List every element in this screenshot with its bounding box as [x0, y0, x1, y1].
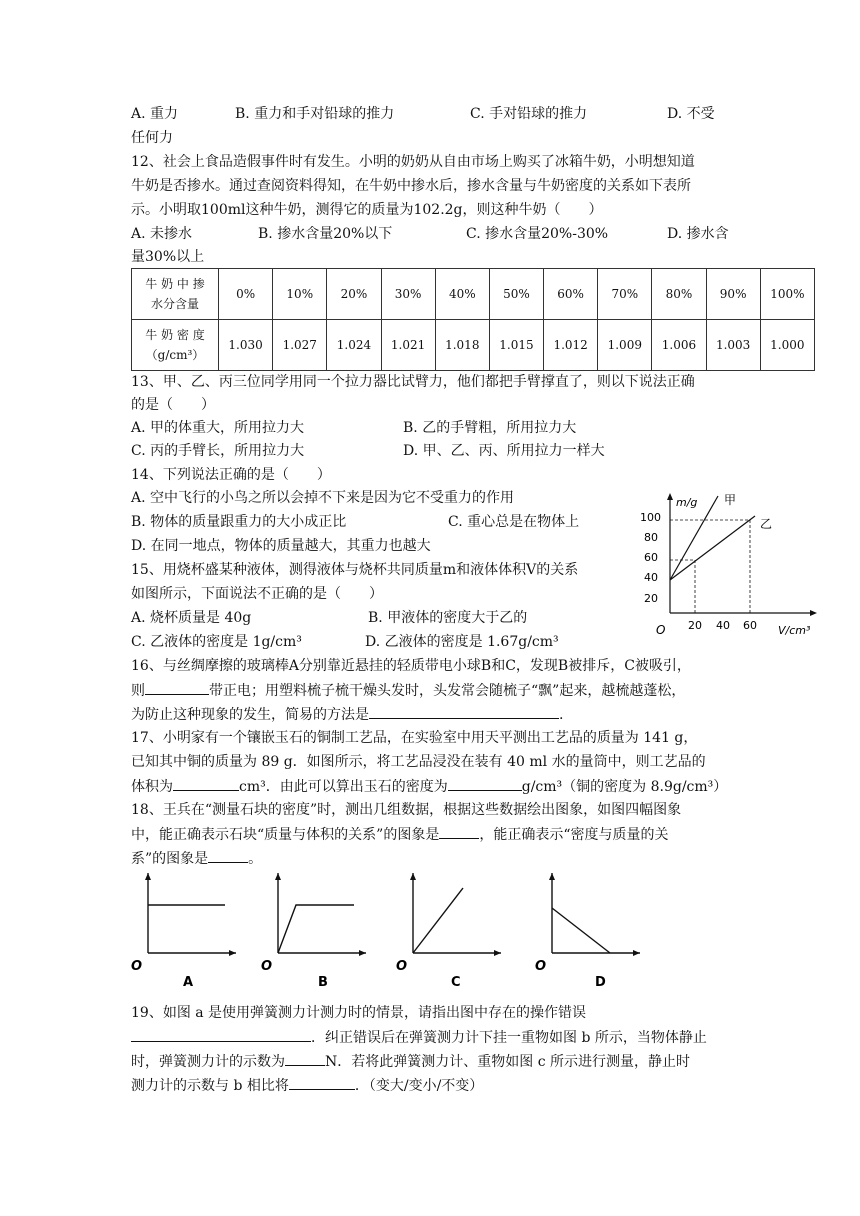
q17-line3-post: g/cm³（铜的密度为 8.9g/cm³） — [521, 779, 728, 795]
q17-line2: 已知其中铜的质量为 89 g．如图所示，将工艺品浸没在装有 40 ml 水的量筒中，则工艺品的 — [131, 754, 706, 770]
q18-blank-1[interactable] — [439, 824, 479, 839]
table-cell: 0% — [219, 269, 273, 320]
table-cell: 1.018 — [435, 320, 489, 371]
x-tick-label: 20 — [688, 619, 702, 632]
graph-d-label: D — [595, 975, 606, 990]
y-tick-label: 40 — [644, 571, 658, 584]
y-tick-label: 80 — [644, 531, 658, 544]
q16-line2-pre: 则 — [131, 683, 145, 699]
graph-c — [393, 868, 503, 990]
q17-line3-mid: cm³．由此可以算出玉石的密度为 — [239, 779, 448, 795]
q13-option-d: D. 甲、乙、丙、所用拉力一样大 — [403, 443, 605, 459]
table-cell: 20% — [327, 269, 381, 320]
table-cell: 90% — [706, 269, 760, 320]
q12-stem-line2: 牛奶是否掺水。通过查阅资料得知，在牛奶中掺水后，掺水含量与牛奶密度的关系如下表所 — [131, 178, 691, 194]
q19-line3-post: N．若将此弹簧测力计、重物如图 c 所示进行测量，静止时 — [325, 1054, 690, 1070]
q16-line2-post: 带正电；用塑料梳子梳干燥头发时，头发常会随梳子“飘”起来，越梳越蓬松， — [209, 683, 686, 699]
graph-c-line — [413, 888, 463, 953]
q12-option-a: A. 未掺水 — [131, 226, 193, 242]
q11-option-d: D. 不受 — [667, 106, 715, 122]
graph-d — [532, 868, 642, 990]
q18-line3-post: 。 — [248, 851, 263, 867]
q12-option-b: B. 掺水含量20%以下 — [258, 226, 393, 242]
x-axis-arrow-icon — [633, 950, 640, 956]
line-yi-label: 乙 — [760, 517, 773, 531]
x-axis-arrow-icon — [494, 950, 501, 956]
q12-option-d-cont: 量30%以上 — [131, 249, 205, 265]
q17-blank-2[interactable] — [448, 776, 522, 791]
table-cell: 70% — [598, 269, 652, 320]
table-cell: 1.009 — [598, 320, 652, 371]
q19-line1: 19、如图 a 是使用弹簧测力计测力时的情景，请指出图中存在的操作错误 — [131, 1005, 587, 1021]
q17-blank-1[interactable] — [173, 776, 239, 791]
q18-line2-post: ，能正确表示“密度与质量的关 — [479, 827, 669, 843]
q18-line2 — [131, 824, 669, 845]
table-cell: 80% — [652, 269, 706, 320]
q17-line1: 17、小明家有一个镶嵌玉石的铜制工艺品，在实验室中用天平测出工艺品的质量为 141 g， — [131, 730, 698, 746]
q19-blank-3[interactable] — [289, 1075, 355, 1090]
q16-line3-pre: 为防止这种现象的发生，简易的方法是 — [131, 707, 369, 723]
line-yi — [670, 516, 755, 580]
q16-line3-post: . — [559, 707, 564, 723]
q13-option-c: C. 丙的手臂长，所用拉力大 — [131, 443, 305, 459]
x-axis-label: V/cm³ — [778, 624, 811, 637]
q14-option-a: A. 空中飞行的小鸟之所以会掉不下来是因为它不受重力的作用 — [131, 490, 515, 506]
x-tick-label: 60 — [743, 619, 757, 632]
x-tick-label: 40 — [716, 619, 730, 632]
q16-blank-2[interactable] — [369, 704, 559, 719]
q19-line2 — [131, 1027, 707, 1048]
table-header-line: （g/cm³） — [145, 348, 205, 362]
y-tick-label: 20 — [644, 592, 658, 605]
graph-d-line — [552, 908, 610, 953]
y-axis-arrow-icon — [275, 873, 281, 880]
q12-stem-line1: 12、社会上食品造假事件时有发生。小明的奶奶从自由市场上购买了冰箱牛奶，小明想知道 — [131, 154, 695, 170]
q14-option-d: D. 在同一地点，物体的质量越大，其重力也越大 — [131, 538, 431, 554]
table-cell: 1.024 — [327, 320, 381, 371]
graph-a — [128, 868, 238, 990]
q15-stem-line1: 15、用烧杯盛某种液体，测得液体与烧杯共同质量m和液体体积V的关系 — [131, 562, 579, 578]
q18-line3-pre: 系”的图象是 — [131, 851, 209, 867]
q11-option-a: A. 重力 — [131, 106, 179, 122]
table-cell: 1.027 — [273, 320, 327, 371]
q16-line2 — [131, 680, 685, 701]
q18-line2-pre: 中，能正确表示石块“质量与体积的关系”的图象是 — [131, 827, 440, 843]
y-axis-arrow-icon — [549, 873, 555, 880]
q17-line3 — [131, 776, 727, 797]
q19-blank-1[interactable] — [131, 1027, 311, 1042]
table-cell: 1.000 — [760, 320, 814, 371]
mass-volume-graph — [640, 488, 820, 643]
y-axis-arrow-icon — [145, 873, 151, 880]
q14-option-b: B. 物体的质量跟重力的大小成正比 — [131, 514, 347, 530]
table-cell: 50% — [489, 269, 543, 320]
line-jia-label: 甲 — [724, 493, 737, 507]
q19-line3 — [131, 1051, 690, 1072]
table-cell: 1.006 — [652, 320, 706, 371]
origin-label: O — [535, 959, 547, 974]
table-header-cell — [132, 269, 219, 320]
y-tick-label: 100 — [640, 511, 661, 524]
q16-blank-1[interactable] — [145, 680, 209, 695]
table-cell: 100% — [760, 269, 814, 320]
q18-line1: 18、王兵在“测量石块的密度”时，测出几组数据，根据这些数据绘出图象，如图四幅图象 — [131, 802, 682, 818]
q13-option-a: A. 甲的体重大，所用拉力大 — [131, 420, 305, 436]
q15-option-b: B. 甲液体的密度大于乙的 — [368, 610, 528, 626]
graph-b — [258, 868, 368, 990]
q19-line4 — [131, 1075, 483, 1096]
q19-line4-pre: 测力计的示数与 b 相比将 — [131, 1078, 289, 1094]
q19-blank-2[interactable] — [285, 1051, 325, 1066]
q11-option-b: B. 重力和手对铅球的推力 — [235, 106, 395, 122]
milk-density-table — [131, 268, 815, 371]
table-cell: 1.030 — [219, 320, 273, 371]
table-cell: 30% — [381, 269, 435, 320]
q18-blank-2[interactable] — [208, 848, 248, 863]
q13-option-b: B. 乙的手臂粗，所用拉力大 — [403, 420, 577, 436]
table-header-cell — [132, 320, 219, 371]
graph-a-label: A — [183, 975, 194, 990]
q16-line1: 16、与丝绸摩擦的玻璃棒A分别靠近悬挂的轻质带电小球B和C，发现B被排斥，C被吸引， — [131, 658, 691, 674]
q15-option-c: C. 乙液体的密度是 1g/cm³ — [131, 634, 302, 650]
table-cell: 1.012 — [544, 320, 598, 371]
origin-label: O — [396, 959, 408, 974]
table-cell: 10% — [273, 269, 327, 320]
table-cell: 40% — [435, 269, 489, 320]
q11-option-d-cont: 任何力 — [131, 130, 173, 146]
table-cell: 60% — [544, 269, 598, 320]
q14-stem: 14、下列说法正确的是（ ） — [131, 467, 331, 483]
x-axis-arrow-icon — [810, 610, 817, 616]
q15-option-d: D. 乙液体的密度是 1.67g/cm³ — [365, 634, 559, 650]
table-cell: 1.021 — [381, 320, 435, 371]
origin-label: O — [261, 959, 273, 974]
q19-line2-post: ．纠正错误后在弹簧测力计下挂一重物如图 b 所示，当物体静止 — [311, 1030, 707, 1046]
q11-option-c: C. 手对铅球的推力 — [470, 106, 588, 122]
q13-stem-line2: 的是（ ） — [131, 397, 215, 413]
q15-option-a: A. 烧杯质量是 40g — [131, 610, 252, 626]
q12-option-d: D. 掺水含 — [667, 226, 729, 242]
table-cell: 1.003 — [706, 320, 760, 371]
q13-stem-line1: 13、甲、乙、丙三位同学用同一个拉力器比试臂力，他们都把手臂撑直了，则以下说法正确 — [131, 374, 695, 390]
graph-b-line — [278, 905, 354, 953]
q12-stem-line3: 示。小明取100ml这种牛奶，测得它的质量为102.2g，则这种牛奶（ ） — [131, 202, 603, 218]
q12-option-c: C. 掺水含量20%-30% — [466, 226, 609, 242]
table-header-line: 水分含量 — [150, 297, 199, 311]
x-axis-arrow-icon — [229, 950, 236, 956]
y-axis-label: m/g — [676, 496, 698, 509]
table-cell: 1.015 — [489, 320, 543, 371]
table-header-line: 牛 奶 密 度 — [145, 328, 205, 342]
table-row — [132, 269, 815, 320]
q14-option-c: C. 重心总是在物体上 — [448, 514, 580, 530]
graph-b-label: B — [318, 975, 328, 990]
y-tick-label: 60 — [644, 551, 658, 564]
origin-label: O — [131, 959, 143, 974]
table-row — [132, 320, 815, 371]
q19-line4-post: ．（变大/变小/不变） — [354, 1078, 484, 1094]
x-axis-arrow-icon — [359, 950, 366, 956]
q18-line3 — [131, 848, 262, 869]
q17-line3-pre: 体积为 — [131, 779, 173, 795]
q19-line3-pre: 时，弹簧测力计的示数为 — [131, 1054, 285, 1070]
y-axis-arrow-icon — [667, 493, 673, 500]
y-axis-arrow-icon — [410, 873, 416, 880]
table-header-line: 牛 奶 中 掺 — [145, 277, 205, 291]
q15-stem-line2: 如图所示，下面说法不正确的是（ ） — [131, 586, 383, 602]
origin-label: O — [656, 623, 666, 637]
graph-c-label: C — [451, 975, 461, 990]
q16-line3 — [131, 704, 563, 725]
